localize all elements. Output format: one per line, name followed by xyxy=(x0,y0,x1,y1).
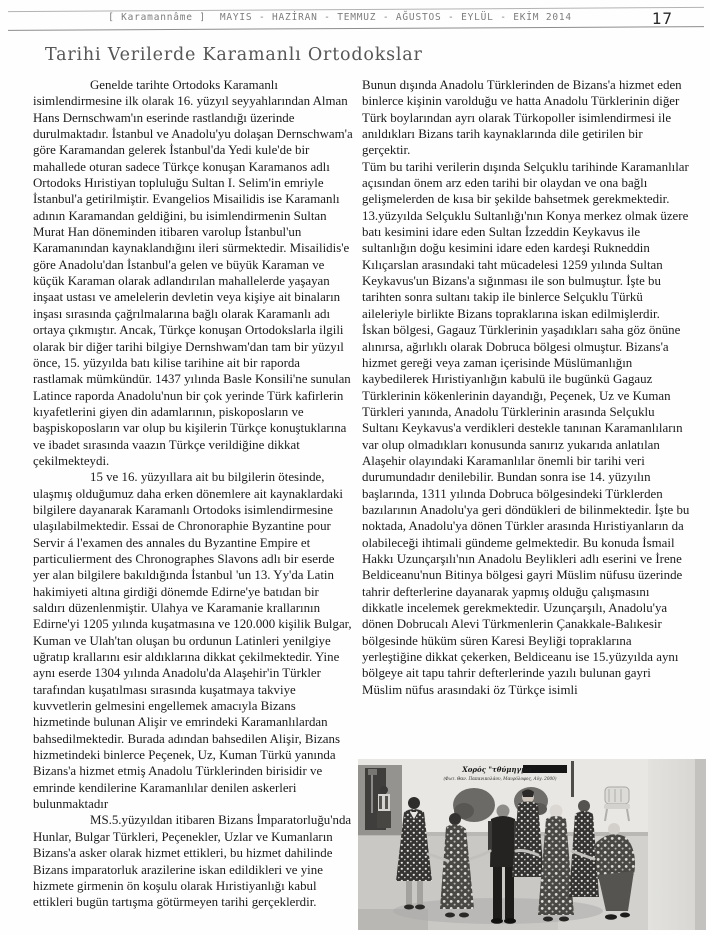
paragraph: Tüm bu tarihi verilerin dışında Selçuklu tarihinde Karamanlılar açısından önem arz eden tarihi bir olaydan ve ona bağlı gelişmelerden de kısa bir şekilde bahsetmek gerekmektedir. 13.yüzyılda Selçuklu Sultanlığı'nın Konya merkez olmak üzere batı kesimini idare eden Sultan İzzeddin Keykavus ile sultanlığın doğu kesimini idare eden kardeşi Rukneddin Kılıçarslan arasındaki taht mücadelesi 1259 yılında Sultan Keykavus'un Bizans'a sığınması ile son bulmuştur. İşte bu tarihten sonra sultanı takip ile binlerce Selçuklu Türkü aileleriyle birlikte Bizans topraklarına iskan edilmişlerdir. İskan bölgesi, Gagauz Türklerinin yaşadıkları saha göz önüne alınırsa, ağırlıklı olarak Dobruca bölgesi olmuştur. Bizans'a hizmet gereği veya zaman içerisinde Müslümanlığın kaybedilerek Hıristiyanlığın kabulü ile bugünkü Gagauz Türklerinin kökenlerinin dayandığı, Peçenek, Uz ve Kuman Türkleri yanında, Anadolu Türklerinin arasında Selçuklu Sultanı Keykavus'a verdikleri destekle tanınan Karamanlıların var olup olmadıkları konusunda sanırız yukarıda anlatılan Alaşehir olayındaki Karamanlılar önemli bir tarihi veri durumundadır denilebilir. Bundan sonra ise 14. yüzyılın başlarında, 1311 yılında Dobruca bölgesindeki Türklerden bazılarının Anadolu'ya geri döndükleri de bilinmektedir. İşte bu noktada, Anadolu'ya dönen Türkler arasında Hıristiyanların da olabileceği ihtimali gündeme gelmektedir. Bu konuda İsmail Hakkı Uzunçarşılı'nın Anadolu Beylikleri adlı eserini ve İrene Beldiceanu'nun Bitinya bölgesi gayri Müslim nüfusu üzerinde tahrir defterlerine dayanarak yapmış olduğu çalışmasını dikkatle incelemek gerekmektedir. Uzunçarşılı, Anadolu'ya dönen Dobrucalı Alevi Türkmenlerin Çanakkale-Balıkesir bölgesinde hüküm süren Karesi Beyliği topraklarına yerleştiğine dikkat çekerken, Beldiceanu ise 15.yüzyılda aynı bölgeye ait tapu tahrir defterlerinde yazılı bulunan gayri Müslim nüfus arasındaki öz Türkçe isimli xyxy=(362,159,690,697)
paragraph: Bunun dışında Anadolu Türklerinden de Bizans'a hizmet eden binlerce kişinin varolduğu ve hatta Anadolu Türklerinin diğer Türk boylarından ayrı olarak Türkopoller isimlendirmesi ile anıldıkları Bizans tarih kaynaklarında dile getirilen bir gerçektir. xyxy=(362,78,682,158)
paragraph: MS.5.yüzyıldan itibaren Bizans İmparatorluğu'nda Hunlar, Bulgar Türkleri, Peçenekler, Uzlar ve Kumanların Bizans'a asker olarak hizmet ettikleri, bu hizmet dahilinde Bizans imparatorluk arazilerine iskan edildikleri ve yine hizmete girmenin ön koşulu olarak Hıristiyanlığı kabul ettikleri bugün tartışma götürmeyen tarihi gerçeklerdir. xyxy=(33,813,352,910)
page-number: 17 xyxy=(651,9,673,28)
paragraph: 15 ve 16. yüzyıllara ait bu bilgilerin ötesinde, ulaşmış olduğumuz daha erken dönemlere ait kaynaklardaki bilgilere dayanarak Karamanlı Ortodoks isimlendirmesine ulaşılabilmektedir. Essai de Chronoraphie Byzantine pour Servir á l'examen des annales du Byzantine Empire et particulierment des Chronographes Slavons adlı bir eserde yer alan bilgilere bakıldığında İstanbul 'un 13. Yy'da Latin hakimiyeti altına girdiği dönemde Edirne'ye batıdan bir saldırı düzenlenmiştir. Ulahya ve Karamanie krallarının Edirne'yi 1205 yılında kuşatmasına ve 120.000 kişilik Bulgar, Kuman ve Ulah'tan oluşan bu ordunun Latinleri yenilgiye uğratıp krallarını esir aldıklarına dikkat çekilmektedir. Yine aynı eserde 1304 yılında Anadolu'da Alaşehir'in Türkler tarafından kuşatılması sırasında kuşatmaya takviye kuvvetlerin gelmesini engellemek amacıyla Bizans hizmetinde bulunan Alişir ve emrindeki Karamanlılardan bahsedilmektedir. Burada adından bahsedilen Alişir, Bizans hizmetindeki binlerce Peçenek, Uz, Kuman Türkü yanında Bizans'a hizmet etmiş Anadolu Türklerinden birisidir ve emrinde kendilerine Karamanlılar denilen askerleri bulunmaktadır xyxy=(33,470,352,812)
header-bottom-rule xyxy=(8,26,704,31)
photo-dancing-circle xyxy=(358,759,706,930)
journal-name: [ Karamannâme ] xyxy=(108,12,206,23)
photo-scan-edge xyxy=(695,759,706,930)
page-header xyxy=(60,12,620,23)
issue-months: MAYIS - HAZİRAN - TEMMUZ - AĞUSTOS - EYLÜL - EKİM 2014 xyxy=(219,12,572,23)
photo-caption: Χορός "τθύμηγμα". xyxy=(462,765,538,774)
right-column xyxy=(362,77,690,698)
article-title: Tarihi Verilerde Karamanlı Ortodokslar xyxy=(45,45,423,65)
photo-scan-strip xyxy=(648,759,695,930)
left-column xyxy=(33,77,353,911)
photo-credit: (Φωτ. Θαν. Παπανικολάου, Μαυρόλοφος, Αύγ. 2000) xyxy=(443,776,557,781)
photo-illustration xyxy=(358,759,648,930)
paragraph: Genelde tarihte Ortodoks Karamanlı isimlendirmesine ilk olarak 16. yüzyıl seyyahlarından Alman Hans Dernschwam'ın eserinde rastlandığı üzerinde durulmaktadır. İstanbul ve Anadolu'yu dolaşan Dernschwam'a göre Karamandan gelerek İstanbul'da Yedi kule'de bir mahallede oturan sadece Türkçe konuşan Karamanos adlı Ortodoks Hıristiyan topluluğu Sultan I. Selim'in emriyle İstanbul'a getirilmiştir. Evangelios Misailidis ise Karamanlı adının Karamandan geldiğini, bu isimlendirmenin Sultan Murat Han döneminden itibaren varolup İstanbul'un Karamanından kaynaklandığını ileri sürmektedir. Misailidis'e göre Anadolu'dan İstanbul'a gelen ve büyük Karaman ve küçük Karaman olarak adlandırılan mahallelerde yaşayan inşaat ustası ve amelelerin devletin veya kişiye ait binaların inşası sırasında çağrılmalarına bağlı olarak Karamanlı adı ortaya çıkmıştır. Ancak, Türkçe konuşan Ortodokslarla ilgili olarak bir diğer tarihi bilgiye Dernshwam'dan tam bir yüzyıl önce, 15. yüzyılda batı kilise tarihine ait bir raporda rastlamak mümkündür. 1437 yılında Basle Konsili'ne sunulan Latince raporda Anadolu'nun bir çok yerinde Türk kafirlerin kıyafetlerini giyen din adamlarının, piskoposların ve başpiskoposların var olup bu kişilerin Türkçe konuştuklarına ve ibadet sırasında vaazın Türkçe verildiğine dikkat çekilmekteydi. xyxy=(33,78,353,468)
